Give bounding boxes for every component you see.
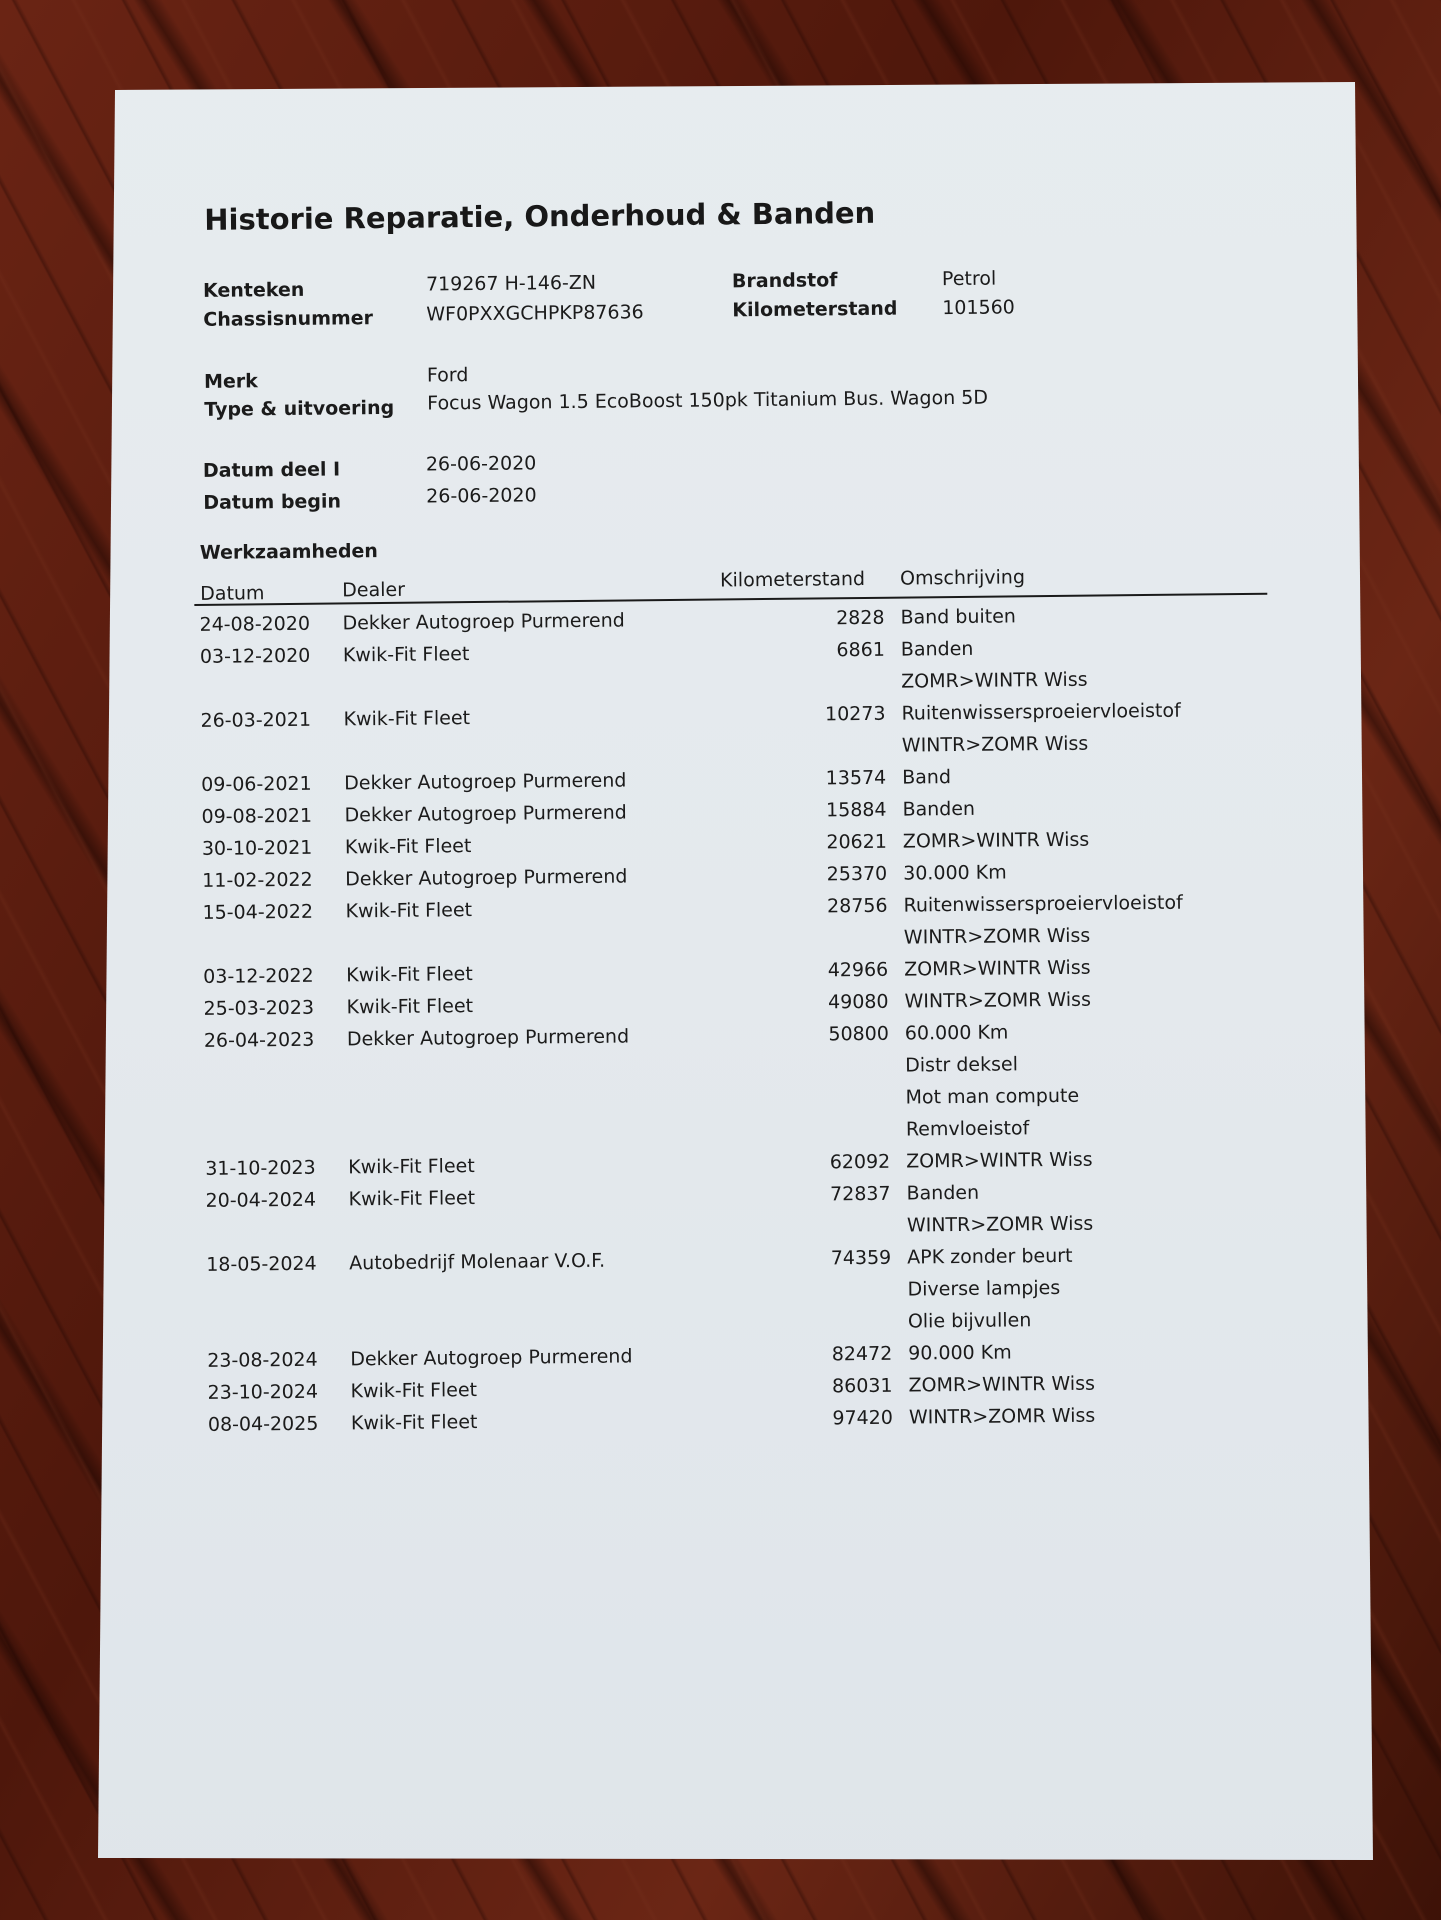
row-kilometerstand: 72837: [829, 1182, 891, 1206]
row-dealer: Kwik-Fit Fleet: [348, 1155, 475, 1179]
row-dealer: Dekker Autogroep Purmerend: [346, 1025, 630, 1051]
row-omschrijving: Banden: [906, 1181, 980, 1205]
row-kilometerstand: 50800: [828, 1022, 889, 1046]
row-kilometerstand: 28756: [826, 894, 888, 918]
row-date: 31-10-2023: [205, 1156, 316, 1180]
row-kilometerstand: [709, 1055, 889, 1057]
row-kilometerstand: 2828: [836, 606, 885, 630]
row-date: 25-03-2023: [203, 996, 315, 1020]
kenteken-label: Kenteken: [202, 278, 305, 302]
brandstof-label: Brandstof: [731, 269, 838, 293]
row-kilometerstand: [708, 927, 888, 929]
row-date: 24-08-2020: [199, 612, 311, 636]
brandstof-value: Petrol: [941, 267, 997, 291]
werkzaamheden-heading: Werkzaamheden: [199, 540, 379, 564]
row-omschrijving: 30.000 Km: [903, 861, 1007, 885]
row-omschrijving: Ruitenwissersproeiervloeistof: [901, 699, 1181, 725]
row-omschrijving: WINTR>ZOMR Wiss: [906, 1212, 1094, 1237]
row-date: 09-06-2021: [201, 772, 312, 796]
row-kilometerstand: [706, 735, 886, 737]
row-date: 03-12-2022: [203, 964, 314, 988]
row-date: 30-10-2021: [201, 836, 313, 860]
row-omschrijving: ZOMR>WINTR Wiss: [906, 1148, 1093, 1173]
row-kilometerstand: 49080: [827, 990, 889, 1014]
row-omschrijving: Mot man compute: [905, 1084, 1080, 1109]
kilometerstand-label: Kilometerstand: [732, 297, 898, 322]
row-date: 09-08-2021: [201, 804, 313, 828]
row-dealer: Dekker Autogroep Purmerend: [350, 1345, 633, 1371]
row-omschrijving: Olie bijvullen: [907, 1309, 1032, 1333]
row-date: 11-02-2022: [202, 868, 313, 892]
row-omschrijving: 90.000 Km: [908, 1341, 1012, 1365]
row-omschrijving: ZOMR>WINTR Wiss: [902, 828, 1090, 853]
datum-deel-label: Datum deel I: [202, 458, 341, 482]
row-kilometerstand: 82472: [831, 1342, 893, 1366]
row-date: 26-04-2023: [203, 1028, 315, 1052]
row-kilometerstand: [711, 1215, 891, 1217]
row-omschrijving: Remvloeistof: [905, 1117, 1030, 1141]
row-dealer: Autobedrijf Molenaar V.O.F.: [349, 1249, 606, 1275]
row-dealer: Kwik-Fit Fleet: [344, 835, 472, 859]
row-dealer: Kwik-Fit Fleet: [342, 643, 470, 667]
werkzaamheden-table: [194, 599, 1283, 1442]
row-kilometerstand: 86031: [831, 1374, 893, 1398]
row-kilometerstand: 97420: [832, 1406, 894, 1430]
row-kilometerstand: [711, 1279, 891, 1281]
row-kilometerstand: [709, 1087, 889, 1089]
chassis-label: Chassisnummer: [203, 307, 374, 331]
row-omschrijving: Banden: [900, 637, 974, 661]
document-title: Historie Reparatie, Onderhoud & Banden: [204, 195, 876, 237]
row-date: 26-03-2021: [200, 708, 312, 732]
row-omschrijving: APK zonder beurt: [907, 1244, 1073, 1269]
row-kilometerstand: [712, 1311, 892, 1313]
type-label: Type & uitvoering: [204, 396, 395, 421]
row-dealer: Kwik-Fit Fleet: [343, 707, 471, 731]
row-dealer: Kwik-Fit Fleet: [346, 963, 473, 987]
kilometerstand-value: 101560: [942, 296, 1015, 320]
kenteken-value: 719267 H-146-ZN: [425, 271, 597, 296]
row-date: 18-05-2024: [206, 1252, 317, 1276]
row-dealer: Dekker Autogroep Purmerend: [344, 801, 627, 827]
column-header-kilometerstand: Kilometerstand: [720, 567, 866, 592]
row-kilometerstand: 15884: [825, 798, 887, 822]
row-date: 23-08-2024: [207, 1348, 318, 1372]
row-kilometerstand: 74359: [830, 1246, 892, 1270]
row-omschrijving: ZOMR>WINTR Wiss: [908, 1372, 1096, 1397]
row-date: 15-04-2022: [202, 900, 314, 924]
row-kilometerstand: 13574: [825, 766, 887, 790]
row-date: 08-04-2025: [207, 1412, 319, 1436]
row-omschrijving: Band: [902, 766, 952, 789]
row-dealer: Dekker Autogroep Purmerend: [345, 865, 628, 891]
row-omschrijving: WINTR>ZOMR Wiss: [901, 732, 1089, 757]
row-kilometerstand: 62092: [829, 1150, 891, 1174]
datum-begin-label: Datum begin: [203, 490, 342, 514]
merk-label: Merk: [203, 370, 258, 393]
row-date: 23-10-2024: [207, 1380, 319, 1404]
row-omschrijving: Band buiten: [900, 605, 1017, 629]
row-dealer: Kwik-Fit Fleet: [348, 1187, 476, 1211]
datum-begin-value: 26-06-2020: [426, 484, 537, 508]
row-omschrijving: Banden: [902, 797, 976, 821]
row-omschrijving: ZOMR>WINTR Wiss: [901, 668, 1088, 693]
row-kilometerstand: 10273: [824, 702, 886, 726]
row-kilometerstand: 20621: [826, 830, 887, 854]
row-kilometerstand: [705, 671, 885, 673]
row-dealer: Dekker Autogroep Purmerend: [344, 769, 627, 795]
row-dealer: Dekker Autogroep Purmerend: [342, 609, 625, 635]
column-header-datum: Datum: [200, 582, 265, 605]
row-dealer: Kwik-Fit Fleet: [350, 1411, 478, 1435]
row-omschrijving: WINTR>ZOMR Wiss: [903, 924, 1091, 949]
row-omschrijving: WINTR>ZOMR Wiss: [904, 988, 1092, 1013]
type-value: Focus Wagon 1.5 EcoBoost 150pk Titanium Bus. Wagon 5D: [427, 386, 989, 415]
chassis-value: WF0PXXGCHPKP87636: [426, 301, 644, 326]
merk-value: Ford: [426, 364, 469, 387]
column-header-omschrijving: Omschrijving: [899, 566, 1026, 590]
row-omschrijving: WINTR>ZOMR Wiss: [908, 1404, 1096, 1429]
row-kilometerstand: 6861: [836, 638, 885, 662]
row-kilometerstand: 42966: [827, 958, 889, 982]
row-dealer: Kwik-Fit Fleet: [345, 899, 473, 923]
row-omschrijving: 60.000 Km: [904, 1021, 1009, 1045]
datum-deel-value: 26-06-2020: [425, 452, 537, 476]
row-omschrijving: Distr deksel: [905, 1053, 1019, 1077]
column-header-dealer: Dealer: [342, 578, 406, 602]
row-kilometerstand: [710, 1119, 890, 1121]
row-kilometerstand: 25370: [826, 862, 888, 886]
row-dealer: Kwik-Fit Fleet: [346, 995, 474, 1019]
row-date: 03-12-2020: [199, 644, 311, 668]
row-omschrijving: Ruitenwissersproeiervloeistof: [903, 891, 1183, 917]
row-omschrijving: ZOMR>WINTR Wiss: [904, 956, 1091, 981]
row-omschrijving: Diverse lampjes: [907, 1276, 1061, 1301]
row-dealer: Kwik-Fit Fleet: [350, 1379, 478, 1403]
row-date: 20-04-2024: [205, 1188, 317, 1212]
